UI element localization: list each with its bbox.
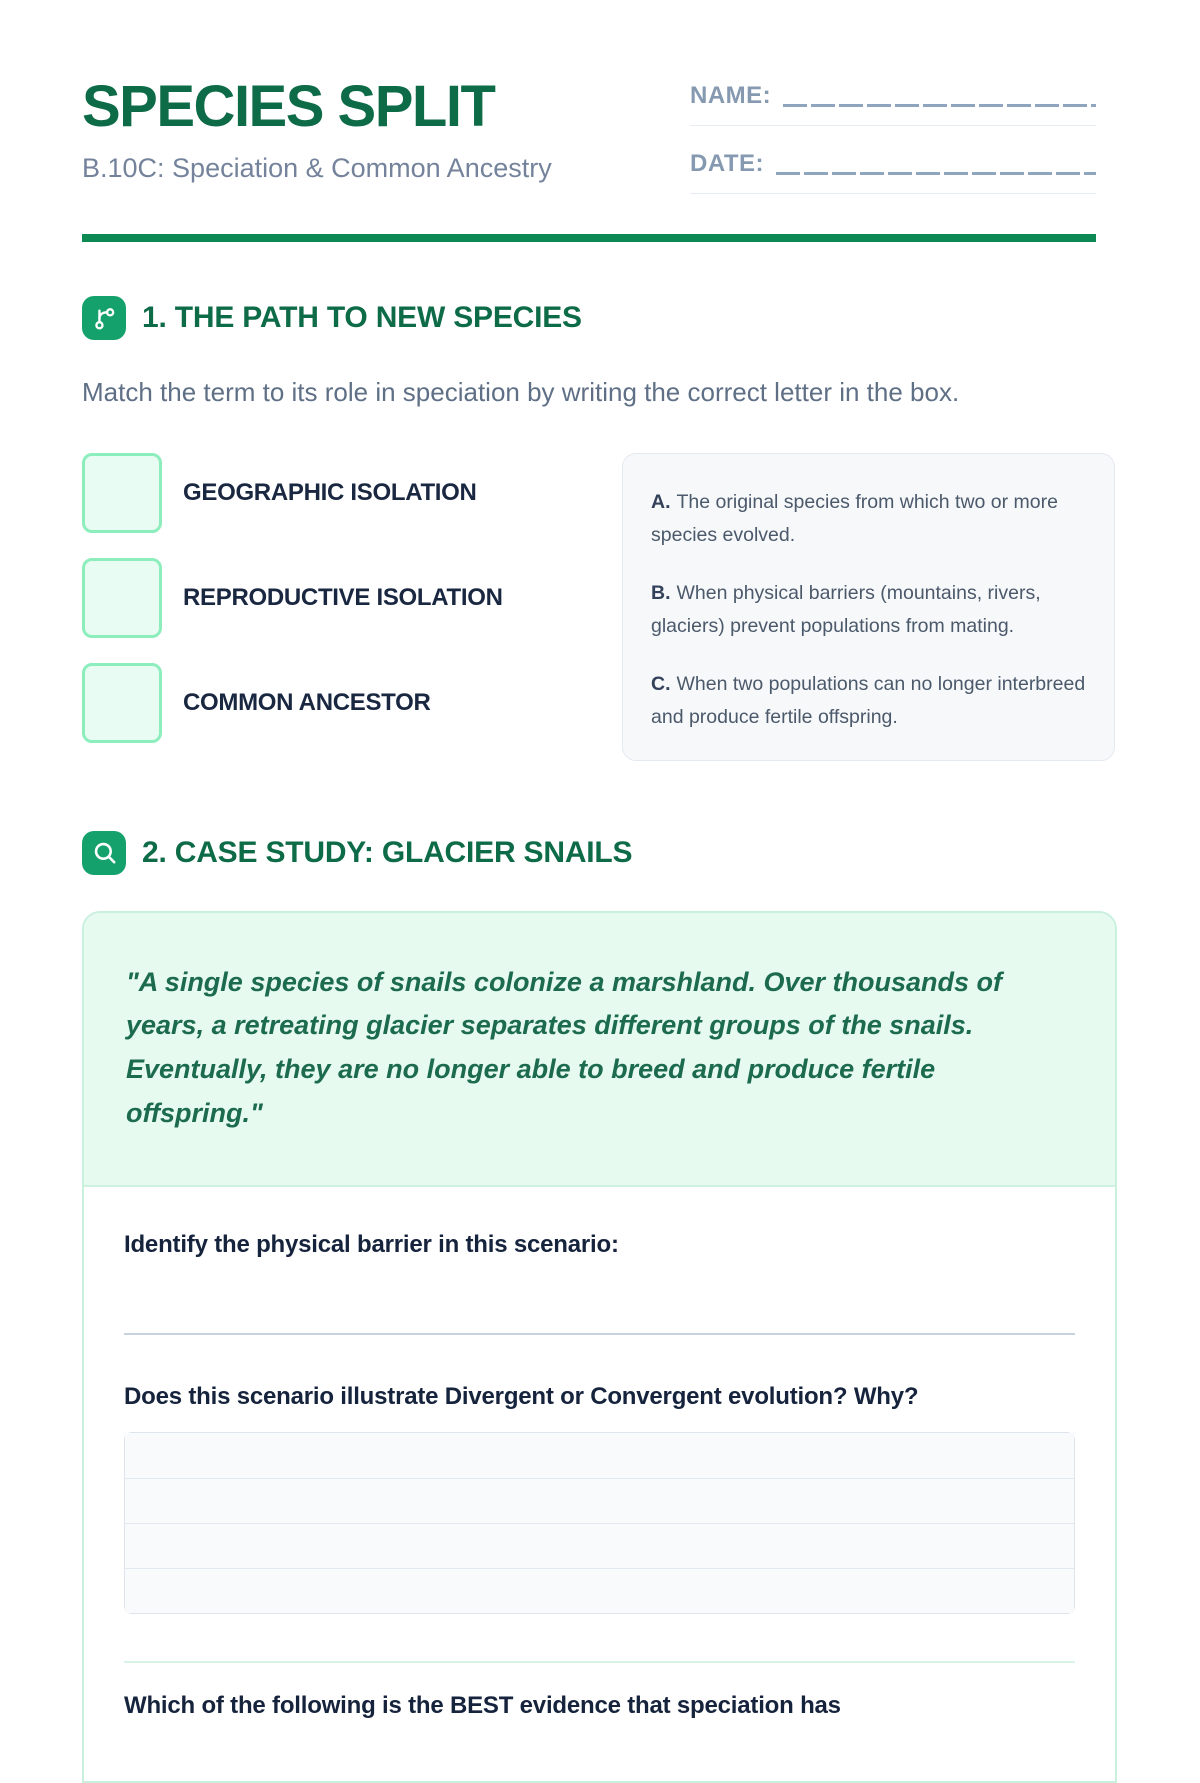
answer-box-geographic-isolation[interactable] (82, 453, 162, 533)
answer-box-reproductive-isolation[interactable] (82, 558, 162, 638)
case-study-quote: "A single species of snails colonize a marshland. Over thousands of years, a retreating glacier separates different groups of the snails. Eventually, they are no longer able to breed and produce fertile offspring." (84, 913, 1115, 1188)
title-block (82, 78, 552, 194)
term-row-common-ancestor (82, 663, 622, 743)
section-case-study (82, 831, 1117, 1783)
term-label: REPRODUCTIVE ISOLATION (183, 584, 503, 612)
definitions-panel (622, 453, 1115, 761)
term-label: GEOGRAPHIC ISOLATION (183, 479, 477, 507)
date-write-line[interactable] (776, 172, 1096, 175)
definition-text: When two populations can no longer interbreed and produce fertile offspring. (651, 673, 1085, 728)
definition-a (651, 486, 1086, 552)
answer-write-row[interactable] (125, 1568, 1074, 1613)
section2-title: 2. CASE STUDY: GLACIER SNAILS (142, 836, 632, 870)
term-row-reproductive-isolation (82, 558, 622, 638)
question-divider (124, 1661, 1075, 1663)
answer-write-row[interactable] (125, 1523, 1074, 1568)
answer-write-row[interactable] (125, 1478, 1074, 1523)
question-physical-barrier: Identify the physical barrier in this scenario: (124, 1229, 1075, 1260)
term-row-geographic-isolation (82, 453, 622, 533)
name-field-row (690, 82, 1096, 126)
definition-b (651, 577, 1086, 643)
term-label: COMMON ANCESTOR (183, 689, 431, 717)
section1-instruction: Match the term to its role in speciation by writing the correct letter in the box. (82, 376, 1115, 409)
section-path-to-new-species (82, 296, 1115, 761)
section2-header (82, 831, 1117, 875)
answer-write-row[interactable] (125, 1433, 1074, 1478)
page-subtitle: B.10C: Speciation & Common Ancestry (82, 152, 552, 184)
case-study-card (82, 911, 1117, 1783)
page-title: SPECIES SPLIT (82, 78, 552, 136)
definition-text: When physical barriers (mountains, rivers, glaciers) prevent populations from mating. (651, 582, 1041, 637)
answer-box-common-ancestor[interactable] (82, 663, 162, 743)
branch-icon (82, 296, 126, 340)
answer-write-line[interactable] (124, 1333, 1075, 1335)
case-study-questions (84, 1187, 1115, 1781)
answer-lines-box (124, 1432, 1075, 1614)
search-icon (82, 831, 126, 875)
name-write-line[interactable] (783, 104, 1096, 107)
definition-c (651, 668, 1086, 734)
name-date-fields (690, 82, 1096, 194)
question-divergent-convergent: Does this scenario illustrate Divergent or Convergent evolution? Why? (124, 1381, 1075, 1412)
terms-column (82, 453, 622, 761)
section1-header (82, 296, 1115, 340)
definition-text: The original species from which two or more species evolved. (651, 491, 1058, 546)
question-best-evidence: Which of the following is the BEST evidence that speciation has (124, 1690, 1075, 1721)
definition-letter: B. (651, 582, 671, 604)
definition-letter: C. (651, 673, 671, 695)
header-divider (82, 234, 1096, 242)
date-label: DATE: (690, 150, 764, 178)
name-label: NAME: (690, 82, 771, 110)
matching-exercise (82, 453, 1115, 761)
definition-letter: A. (651, 491, 671, 513)
header (0, 0, 1200, 194)
date-field-row (690, 150, 1096, 194)
section1-title: 1. THE PATH TO NEW SPECIES (142, 301, 582, 335)
